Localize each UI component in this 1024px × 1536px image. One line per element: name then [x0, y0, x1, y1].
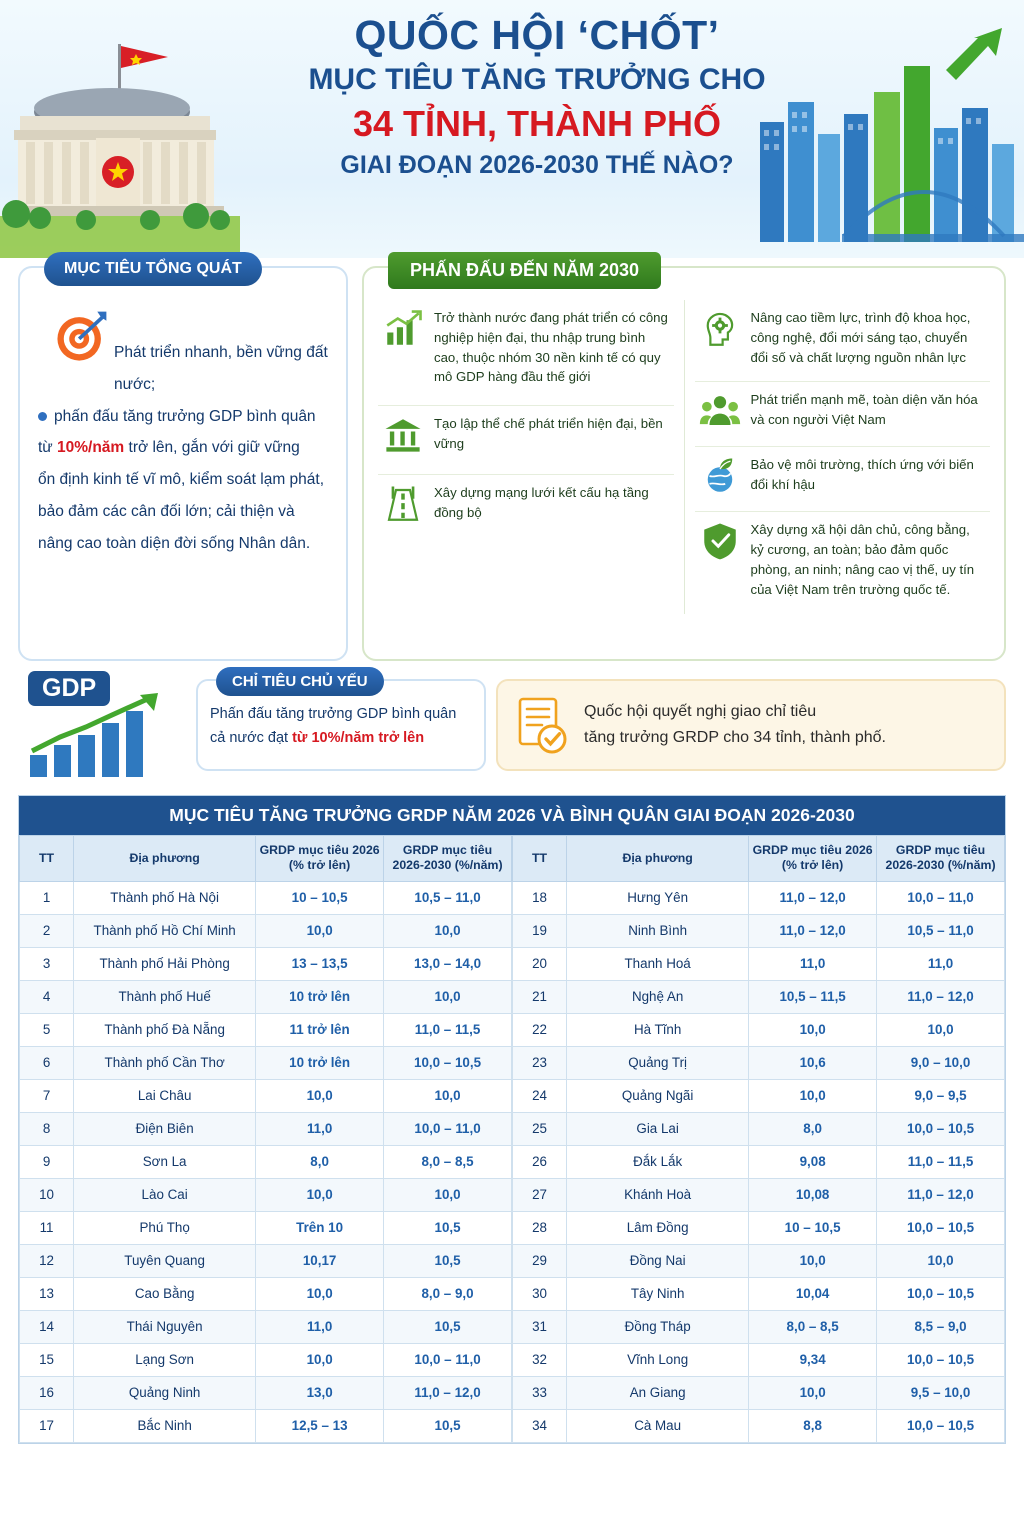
- cell-tt: 4: [20, 980, 74, 1013]
- cell-tt: 27: [513, 1178, 567, 1211]
- cell-locality: Đồng Tháp: [567, 1310, 749, 1343]
- main-target-text: [210, 703, 472, 751]
- cell-tt: 14: [20, 1310, 74, 1343]
- cell-target-2026: 10,5 – 11,5: [749, 980, 877, 1013]
- grdp-table-right: [512, 835, 1005, 1443]
- objective-line-5: bảo đảm các cân đối lớn; cải thiện và: [38, 502, 295, 520]
- col-header-locality: Địa phương: [567, 836, 749, 882]
- main-target-line-1: Phấn đấu tăng trưởng GDP bình quân: [210, 706, 457, 722]
- cell-target-2026-2030: 10,0: [384, 980, 512, 1013]
- cell-locality: Tây Ninh: [567, 1277, 749, 1310]
- table-row: [513, 1244, 1005, 1277]
- gdp-indicator-strip: [0, 661, 1024, 785]
- table-row: [513, 1211, 1005, 1244]
- cell-target-2026: 10,08: [749, 1178, 877, 1211]
- cell-target-2026-2030: 9,5 – 10,0: [877, 1376, 1005, 1409]
- cell-locality: Thành phố Đà Nẵng: [74, 1013, 256, 1046]
- cell-target-2026-2030: 10,0 – 10,5: [877, 1277, 1005, 1310]
- cell-tt: 32: [513, 1343, 567, 1376]
- cell-locality: Phú Thọ: [74, 1211, 256, 1244]
- goal-text: Bảo vệ môi trường, thích ứng với biến đổi khí hậu: [750, 457, 974, 493]
- cell-target-2026-2030: 10,0 – 10,5: [384, 1046, 512, 1079]
- cell-target-2026-2030: 10,0: [877, 1244, 1005, 1277]
- table-row: [513, 1145, 1005, 1178]
- table-row: [20, 1277, 512, 1310]
- cell-target-2026-2030: 10,0: [877, 1013, 1005, 1046]
- goal-text: Xây dựng xã hội dân chủ, công bằng, kỷ cương, an toàn; bảo đảm quốc phòng, an ninh; nâng cao vị thế, uy tín của Việt Nam trên trường quốc tế.: [750, 522, 975, 597]
- cell-target-2026: 10,0: [749, 1079, 877, 1112]
- cell-target-2026: 13 – 13,5: [256, 947, 384, 980]
- cell-locality: Khánh Hoà: [567, 1178, 749, 1211]
- col-header-2026-2030: GRDP mục tiêu 2026-2030 (%/năm): [877, 836, 1005, 882]
- cell-target-2026: 11,0: [256, 1112, 384, 1145]
- cell-target-2026-2030: 10,0 – 10,5: [877, 1343, 1005, 1376]
- table-row: [513, 1277, 1005, 1310]
- cell-target-2026-2030: 10,5: [384, 1244, 512, 1277]
- main-target-badge: CHỈ TIÊU CHỦ YẾU: [216, 667, 384, 696]
- table-row: [20, 1046, 512, 1079]
- table-header-row: [513, 836, 1005, 882]
- gdp-label: GDP: [28, 671, 110, 706]
- cell-tt: 23: [513, 1046, 567, 1079]
- goals-2030-badge: PHẤN ĐẤU ĐẾN NĂM 2030: [388, 252, 661, 289]
- overall-objective-badge: MỤC TIÊU TỔNG QUÁT: [44, 252, 262, 286]
- cell-target-2026-2030: 11,0 – 12,0: [877, 980, 1005, 1013]
- cell-target-2026: 10 trở lên: [256, 1046, 384, 1079]
- cell-target-2026: 10,0: [749, 1013, 877, 1046]
- col-header-locality: Địa phương: [74, 836, 256, 882]
- cell-target-2026-2030: 11,0 – 11,5: [384, 1013, 512, 1046]
- table-row: [513, 1046, 1005, 1079]
- cell-locality: Hưng Yên: [567, 881, 749, 914]
- table-row: [513, 1376, 1005, 1409]
- goal-item: [378, 300, 674, 406]
- cell-target-2026-2030: 8,0 – 9,0: [384, 1277, 512, 1310]
- cell-tt: 26: [513, 1145, 567, 1178]
- cell-target-2026-2030: 10,0: [384, 1079, 512, 1112]
- cell-tt: 30: [513, 1277, 567, 1310]
- cell-locality: Quảng Trị: [567, 1046, 749, 1079]
- cell-target-2026-2030: 10,0 – 10,5: [877, 1211, 1005, 1244]
- cell-tt: 29: [513, 1244, 567, 1277]
- cell-locality: Gia Lai: [567, 1112, 749, 1145]
- cell-tt: 22: [513, 1013, 567, 1046]
- cell-locality: Vĩnh Long: [567, 1343, 749, 1376]
- cell-tt: 7: [20, 1079, 74, 1112]
- cell-target-2026-2030: 10,0 – 11,0: [384, 1112, 512, 1145]
- bullet-icon: [38, 412, 47, 421]
- cell-target-2026: 13,0: [256, 1376, 384, 1409]
- cell-tt: 19: [513, 914, 567, 947]
- goal-item: [378, 406, 674, 475]
- column-divider: [684, 300, 685, 614]
- goal-item: [695, 447, 991, 512]
- cell-tt: 16: [20, 1376, 74, 1409]
- grdp-table-section: [18, 795, 1006, 1444]
- objective-line-1: Phát triển nhanh, bền vững đất nước;: [114, 344, 328, 393]
- cell-tt: 21: [513, 980, 567, 1013]
- table-row: [20, 1013, 512, 1046]
- page-title: [200, 14, 874, 179]
- goal-item: [695, 512, 991, 613]
- cell-target-2026-2030: 10,5: [384, 1310, 512, 1343]
- col-header-tt: TT: [20, 836, 74, 882]
- objective-line-3-prefix: từ: [38, 439, 57, 457]
- goal-text: Tạo lập thể chế phát triển hiện đại, bền vững: [434, 416, 663, 451]
- cell-target-2026-2030: 10,0 – 10,5: [877, 1409, 1005, 1442]
- goal-text: Xây dựng mạng lưới kết cấu hạ tầng đồng bộ: [434, 485, 649, 520]
- cell-target-2026-2030: 9,0 – 9,5: [877, 1079, 1005, 1112]
- cell-tt: 3: [20, 947, 74, 980]
- cell-target-2026-2030: 11,0: [877, 947, 1005, 980]
- cell-target-2026: 10,04: [749, 1277, 877, 1310]
- objective-line-3-suffix: trở lên, gắn với giữ vững: [124, 439, 300, 457]
- cell-locality: Hà Tĩnh: [567, 1013, 749, 1046]
- table-row: [513, 881, 1005, 914]
- cell-locality: Thành phố Hà Nội: [74, 881, 256, 914]
- cell-target-2026: 8,0 – 8,5: [749, 1310, 877, 1343]
- cell-target-2026-2030: 13,0 – 14,0: [384, 947, 512, 980]
- cell-tt: 1: [20, 881, 74, 914]
- cell-tt: 11: [20, 1211, 74, 1244]
- cell-tt: 34: [513, 1409, 567, 1442]
- cell-locality: Quảng Ngãi: [567, 1079, 749, 1112]
- cell-target-2026: 9,08: [749, 1145, 877, 1178]
- cell-target-2026-2030: 10,0 – 11,0: [877, 881, 1005, 914]
- gdp-chart-block: [18, 671, 186, 779]
- cell-target-2026: 11 trở lên: [256, 1013, 384, 1046]
- cell-target-2026: 10 – 10,5: [749, 1211, 877, 1244]
- cell-target-2026-2030: 10,0: [384, 914, 512, 947]
- people-icon: [699, 390, 741, 432]
- note-line-1: Quốc hội quyết nghị giao chỉ tiêu: [584, 703, 817, 721]
- cell-locality: Tuyên Quang: [74, 1244, 256, 1277]
- main-target-line-2: cả nước đạt: [210, 729, 293, 746]
- cell-tt: 25: [513, 1112, 567, 1145]
- cell-locality: Thanh Hoá: [567, 947, 749, 980]
- table-header-row: [20, 836, 512, 882]
- cell-locality: Cà Mau: [567, 1409, 749, 1442]
- cell-target-2026-2030: 8,5 – 9,0: [877, 1310, 1005, 1343]
- cell-target-2026: 11,0: [256, 1310, 384, 1343]
- header-banner: [0, 0, 1024, 258]
- objective-line-4: ổn định kinh tế vĩ mô, kiểm soát lạm phát,: [38, 471, 325, 489]
- overall-objective-text: [38, 337, 328, 559]
- cell-locality: Ninh Bình: [567, 914, 749, 947]
- cell-target-2026-2030: 10,5 – 11,0: [384, 881, 512, 914]
- cell-locality: Điện Biên: [74, 1112, 256, 1145]
- title-line-2: MỤC TIÊU TĂNG TRƯỞNG CHO: [308, 63, 766, 97]
- cell-tt: 9: [20, 1145, 74, 1178]
- objectives-section: [0, 258, 1024, 661]
- cell-target-2026-2030: 11,0 – 12,0: [384, 1376, 512, 1409]
- table-row: [20, 1376, 512, 1409]
- cell-tt: 5: [20, 1013, 74, 1046]
- eco-globe-icon: [699, 455, 741, 497]
- cell-locality: Nghệ An: [567, 980, 749, 1013]
- cell-target-2026: 11,0 – 12,0: [749, 914, 877, 947]
- cell-target-2026-2030: 11,0 – 12,0: [877, 1178, 1005, 1211]
- road-infrastructure-icon: [382, 483, 424, 525]
- cell-locality: An Giang: [567, 1376, 749, 1409]
- cell-target-2026-2030: 9,0 – 10,0: [877, 1046, 1005, 1079]
- cell-target-2026-2030: 10,5: [384, 1211, 512, 1244]
- goal-text: Phát triển mạnh mẽ, toàn diện văn hóa và con người Việt Nam: [750, 392, 978, 428]
- cell-locality: Thái Nguyên: [74, 1310, 256, 1343]
- col-header-2026-2030: GRDP mục tiêu 2026-2030 (%/năm): [384, 836, 512, 882]
- cell-target-2026-2030: 10,5: [384, 1409, 512, 1442]
- cell-tt: 18: [513, 881, 567, 914]
- goal-item: [695, 382, 991, 447]
- table-row: [20, 1310, 512, 1343]
- cell-target-2026: 10,0: [256, 1343, 384, 1376]
- cell-target-2026: 11,0 – 12,0: [749, 881, 877, 914]
- cell-locality: Thành phố Hồ Chí Minh: [74, 914, 256, 947]
- table-row: [513, 1079, 1005, 1112]
- objective-line-6: nâng cao toàn diện đời sống Nhân dân.: [38, 534, 311, 552]
- cell-tt: 10: [20, 1178, 74, 1211]
- growth-chart-icon: [382, 308, 424, 350]
- table-row: [20, 1112, 512, 1145]
- cell-target-2026: 10,0: [749, 1376, 877, 1409]
- col-header-tt: TT: [513, 836, 567, 882]
- table-row: [513, 947, 1005, 980]
- cell-target-2026-2030: 8,0 – 8,5: [384, 1145, 512, 1178]
- title-line-4: GIAI ĐOẠN 2026-2030 THẾ NÀO?: [340, 151, 734, 180]
- table-row: [20, 947, 512, 980]
- cell-target-2026: 10,0: [256, 1178, 384, 1211]
- cell-locality: Lâm Đồng: [567, 1211, 749, 1244]
- table-row: [20, 1178, 512, 1211]
- table-row: [20, 1409, 512, 1442]
- table-row: [20, 980, 512, 1013]
- table-row: [513, 914, 1005, 947]
- title-line-3: 34 TỈNH, THÀNH PHỐ: [352, 102, 722, 144]
- col-header-2026: GRDP mục tiêu 2026 (% trở lên): [256, 836, 384, 882]
- table-row: [20, 1079, 512, 1112]
- resolution-note-card: [496, 679, 1006, 771]
- cell-tt: 12: [20, 1244, 74, 1277]
- cell-tt: 20: [513, 947, 567, 980]
- cell-target-2026: 10,0: [256, 1079, 384, 1112]
- cell-locality: Bắc Ninh: [74, 1409, 256, 1442]
- table-row: [513, 1112, 1005, 1145]
- cell-locality: Lạng Sơn: [74, 1343, 256, 1376]
- table-row: [513, 1343, 1005, 1376]
- table-row: [20, 1145, 512, 1178]
- cell-target-2026: 10 – 10,5: [256, 881, 384, 914]
- goal-item: [695, 300, 991, 382]
- cell-locality: Cao Bằng: [74, 1277, 256, 1310]
- cell-target-2026-2030: 11,0 – 11,5: [877, 1145, 1005, 1178]
- table-row: [513, 1013, 1005, 1046]
- table-row: [20, 1343, 512, 1376]
- cell-target-2026: 10 trở lên: [256, 980, 384, 1013]
- cell-target-2026: 10,0: [256, 914, 384, 947]
- title-line-1: QUỐC HỘI ‘CHỐT’: [354, 12, 720, 58]
- document-check-icon: [514, 696, 570, 754]
- cell-target-2026: 9,34: [749, 1343, 877, 1376]
- cell-tt: 13: [20, 1277, 74, 1310]
- cell-target-2026: 10,0: [256, 1277, 384, 1310]
- cell-tt: 28: [513, 1211, 567, 1244]
- cell-tt: 17: [20, 1409, 74, 1442]
- cell-locality: Thành phố Cần Thơ: [74, 1046, 256, 1079]
- cell-target-2026: 8,0: [749, 1112, 877, 1145]
- cell-locality: Lai Châu: [74, 1079, 256, 1112]
- table-row: [513, 980, 1005, 1013]
- cell-target-2026-2030: 10,0 – 11,0: [384, 1343, 512, 1376]
- institution-icon: [382, 414, 424, 456]
- overall-objective-card: [18, 260, 348, 661]
- note-line-2: tăng trưởng GRDP cho 34 tỉnh, thành phố.: [584, 729, 886, 746]
- cell-locality: Quảng Ninh: [74, 1376, 256, 1409]
- table-title: MỤC TIÊU TĂNG TRƯỞNG GRDP NĂM 2026 VÀ BÌNH QUÂN GIAI ĐOẠN 2026-2030: [19, 796, 1005, 835]
- cell-target-2026-2030: 10,0 – 10,5: [877, 1112, 1005, 1145]
- cell-locality: Sơn La: [74, 1145, 256, 1178]
- cell-target-2026: 10,6: [749, 1046, 877, 1079]
- brain-gear-icon: [699, 308, 741, 350]
- objective-line-2: phấn đấu tăng trưởng GDP bình quân: [54, 407, 316, 425]
- gdp-bar-chart-icon: [26, 693, 176, 779]
- main-target-value: từ 10%/năm trở lên: [292, 729, 425, 746]
- cell-tt: 6: [20, 1046, 74, 1079]
- target-arrow-icon: [52, 308, 110, 366]
- resolution-note-text: [584, 699, 886, 750]
- table-row: [513, 1310, 1005, 1343]
- cell-target-2026: 10,17: [256, 1244, 384, 1277]
- table-row: [513, 1409, 1005, 1442]
- cell-target-2026: Trên 10: [256, 1211, 384, 1244]
- cell-tt: 8: [20, 1112, 74, 1145]
- table-row: [20, 914, 512, 947]
- cell-locality: Thành phố Hải Phòng: [74, 947, 256, 980]
- table-row: [20, 881, 512, 914]
- goals-2030-card: [362, 260, 1006, 661]
- cell-target-2026: 11,0: [749, 947, 877, 980]
- goals-column-left: [378, 300, 674, 614]
- cell-tt: 33: [513, 1376, 567, 1409]
- col-header-2026: GRDP mục tiêu 2026 (% trở lên): [749, 836, 877, 882]
- goals-column-right: [695, 300, 991, 614]
- cell-locality: Lào Cai: [74, 1178, 256, 1211]
- goal-text: Nâng cao tiềm lực, trình độ khoa học, công nghệ, đổi mới sáng tạo, chuyển đổi số và chất lượng nguồn nhân lực: [750, 310, 971, 365]
- cell-locality: Thành phố Huế: [74, 980, 256, 1013]
- cell-tt: 24: [513, 1079, 567, 1112]
- cell-target-2026: 8,0: [256, 1145, 384, 1178]
- main-target-card: [196, 673, 486, 771]
- cell-target-2026-2030: 10,0: [384, 1178, 512, 1211]
- cell-tt: 15: [20, 1343, 74, 1376]
- cell-locality: Đắk Lắk: [567, 1145, 749, 1178]
- cell-target-2026-2030: 10,5 – 11,0: [877, 914, 1005, 947]
- objective-growth-value: 10%/năm: [57, 439, 125, 457]
- cell-target-2026: 8,8: [749, 1409, 877, 1442]
- cell-target-2026: 12,5 – 13: [256, 1409, 384, 1442]
- table-row: [20, 1211, 512, 1244]
- cell-tt: 31: [513, 1310, 567, 1343]
- cell-locality: Đồng Nai: [567, 1244, 749, 1277]
- shield-icon: [699, 520, 741, 562]
- goal-item: [378, 475, 674, 543]
- table-row: [20, 1244, 512, 1277]
- cell-target-2026: 10,0: [749, 1244, 877, 1277]
- table-row: [513, 1178, 1005, 1211]
- grdp-table-left: [19, 835, 512, 1443]
- goal-text: Trở thành nước đang phát triển có công nghiệp hiện đại, thu nhập trung bình cao, thuộc nhóm 30 nền kinh tế có quy mô GDP hàng đầu thế giới: [434, 310, 668, 385]
- cell-tt: 2: [20, 914, 74, 947]
